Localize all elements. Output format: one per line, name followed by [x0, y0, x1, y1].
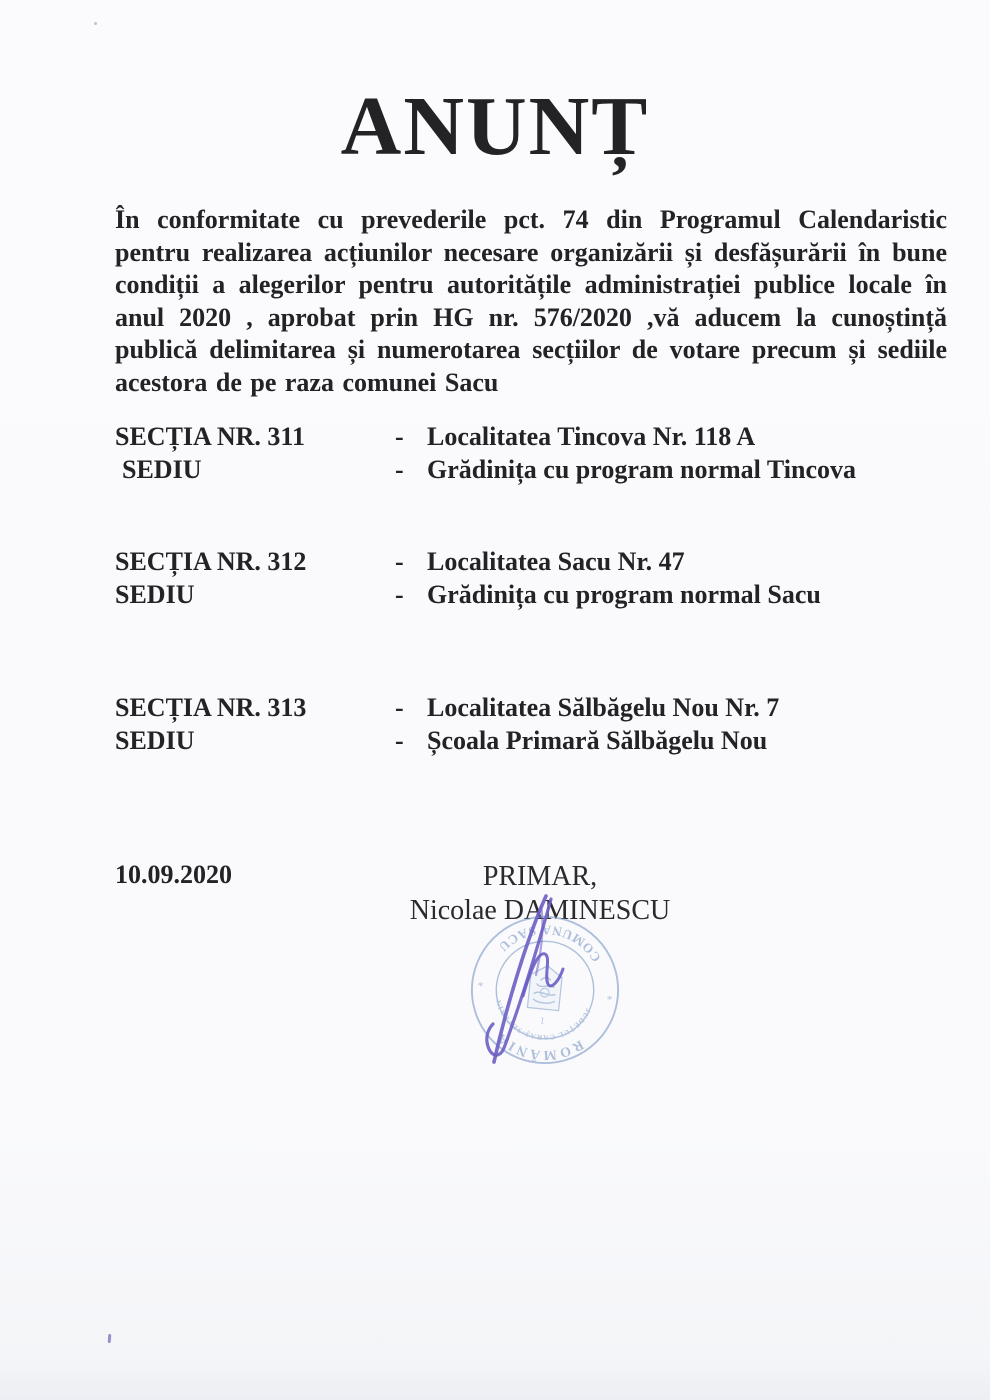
stamp-commune-arc: COMUNA SACU: [494, 922, 604, 965]
sediu-value-row: [395, 724, 947, 757]
stamp-country-arc: ROMÂNIA: [492, 1028, 586, 1063]
signatory-name: Nicolae DAMINESCU: [409, 895, 671, 926]
stamp-star-left: *: [606, 989, 614, 1002]
dash-bullet: -: [395, 580, 404, 609]
sediu-label: SEDIU: [122, 455, 202, 484]
dash-bullet: -: [395, 726, 404, 755]
sediu-label: SEDIU: [115, 726, 195, 755]
polling-section-312: [115, 545, 947, 611]
dash-bullet: -: [395, 455, 404, 484]
sediu-value-row: [395, 453, 947, 486]
polling-section-311: [115, 420, 947, 486]
dash-bullet: -: [395, 693, 404, 722]
section-location: Localitatea Tincova Nr. 118 A: [427, 422, 756, 451]
handwritten-signature: [460, 880, 620, 1090]
intro-paragraph: În conformitate cu prevederile pct. 74 din Programul Calendaristic pentru realizarea acțiunilor necesare organizării și desfășurării în bune condiții a alegerilor pentru autoritățile administrației publice locale în anul 2020 , aprobat prin HG nr. 576/2020 ,vă aducem la cunoștință publică delimitarea și numerotarea secțiilor de votare precum și sediile acestora de pe raza comunei Sacu: [115, 205, 947, 397]
stamp-center-mark: 1: [539, 1014, 546, 1026]
sediu-value: Grădinița cu program normal Sacu: [427, 580, 821, 609]
section-number-label: SECȚIA NR. 312: [115, 547, 307, 576]
polling-section-313: [115, 691, 947, 757]
section-location: Localitatea Sacu Nr. 47: [427, 547, 685, 576]
section-number-label: SECȚIA NR. 311: [115, 422, 305, 451]
sediu-value-row: [395, 578, 947, 611]
ink-speck-artifact: [108, 1334, 112, 1343]
dash-bullet: -: [395, 422, 404, 451]
sediu-label: SEDIU: [115, 580, 195, 609]
signatory-title: PRIMAR,: [482, 861, 598, 892]
section-location: Localitatea Sălbăgelu Nou Nr. 7: [427, 693, 780, 722]
dash-bullet: -: [395, 547, 404, 576]
document-title: ANUNȚ: [340, 80, 650, 173]
section-location-row: [395, 545, 947, 578]
document-date: 10.09.2020: [115, 860, 232, 889]
section-number-label: SECȚIA NR. 313: [115, 693, 307, 722]
stamp-county-arc: JUDEȚUL CARAȘ-SEVERIN: [493, 998, 593, 1043]
section-location-row: [395, 420, 947, 453]
scan-dust-artifact: [94, 22, 97, 25]
section-location-row: [395, 691, 947, 724]
sediu-value: Școala Primară Sălbăgelu Nou: [427, 726, 768, 755]
stamp-star-right: *: [477, 975, 485, 989]
sediu-value: Grădinița cu program normal Tincova: [427, 455, 857, 484]
